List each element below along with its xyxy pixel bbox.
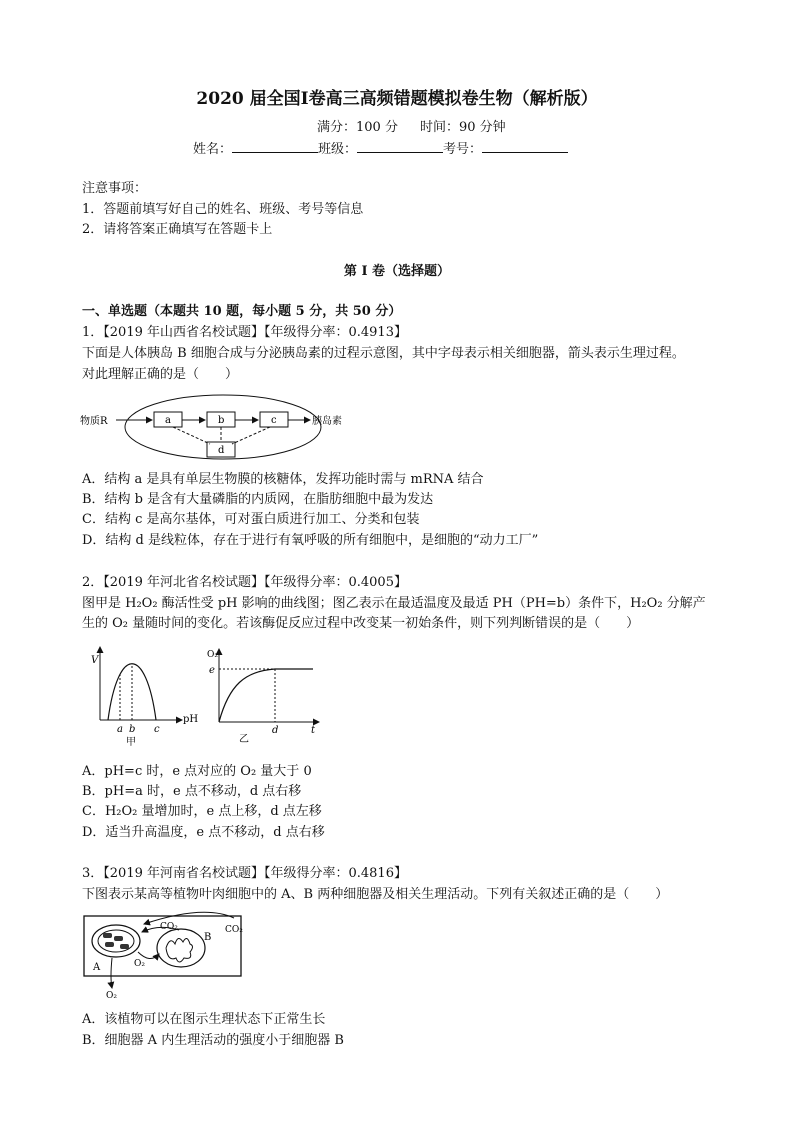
question-header: 2．【2019 年河北省名校试题】【年级得分率：0.4005】 bbox=[82, 575, 407, 590]
notice-heading: 注意事项： bbox=[82, 181, 148, 196]
e-mark: e bbox=[209, 665, 215, 676]
y-axis-label: V bbox=[91, 655, 99, 666]
o2-outer-label: O₂ bbox=[106, 991, 117, 1001]
option-b[interactable]: B．pH=a 时，e 点不移动，d 点右移 bbox=[82, 784, 302, 799]
notice-item: 2．请将答案正确填写在答题卡上 bbox=[82, 222, 273, 237]
student-info-line bbox=[193, 139, 568, 159]
question-stem: 下面是人体胰岛 B 细胞合成与分泌胰岛素的过程示意图，其中字母表示相关细胞器，箭头表示生理过程。 bbox=[82, 346, 685, 361]
score-text: 满分：100 分 bbox=[317, 120, 398, 135]
option-b[interactable]: B．结构 b 是含有大量磷脂的内质网，在脂肪细胞中最为发达 bbox=[82, 492, 434, 507]
x-axis-label: t bbox=[311, 725, 316, 736]
id-label: 考号： bbox=[443, 142, 483, 157]
o2-curve bbox=[219, 669, 313, 722]
organelle-c-label: c bbox=[271, 415, 277, 426]
y-axis-label: O₂ bbox=[207, 650, 218, 660]
tick-b: b bbox=[129, 724, 136, 735]
organelle-b-label: b bbox=[218, 415, 225, 426]
organelle-d-label: d bbox=[218, 445, 225, 456]
time-text: 时间：90 分钟 bbox=[420, 120, 506, 135]
class-label: 班级： bbox=[318, 142, 358, 157]
label-a: A bbox=[93, 962, 101, 973]
section-title: 第 I 卷（选择题） bbox=[343, 264, 451, 279]
notice-item: 1．答题前填写好自己的姓名、班级、考号等信息 bbox=[82, 202, 364, 217]
option-d[interactable]: D．结构 d 是线粒体，存在于进行有氧呼吸的所有细胞中，是细胞的“动力工厂” bbox=[82, 533, 539, 548]
ph-activity-graph bbox=[90, 645, 200, 748]
question-stem: 对此理解正确的是（ ） bbox=[82, 367, 239, 382]
question-header: 1．【2019 年山西省名校试题】【年级得分率：0.4913】 bbox=[82, 325, 407, 340]
question-stem: 下图表示某高等植物叶肉细胞中的 A、B 两种细胞器及相关生理活动。下列有关叙述正确的是（ ） bbox=[82, 887, 669, 902]
co2-inner-label: CO₂ bbox=[160, 922, 178, 932]
option-b[interactable]: B．细胞器 A 内生理活动的强度小于细胞器 B bbox=[82, 1033, 344, 1048]
figure-caption: 甲 bbox=[126, 737, 136, 748]
label-b: B bbox=[204, 932, 212, 943]
organelle-pathway-diagram bbox=[80, 390, 370, 465]
o2-inner-label: O₂ bbox=[134, 959, 145, 969]
question-stem: 图甲是 H₂O₂ 酶活性受 pH 影响的曲线图；图乙表示在最适温度及最适 PH（PH=b）条件下，H₂O₂ 分解产 bbox=[82, 596, 706, 611]
substance-r-label: 物质R bbox=[80, 416, 108, 427]
name-label: 姓名： bbox=[193, 142, 233, 157]
option-a[interactable]: A．pH=c 时，e 点对应的 O₂ 量大于 0 bbox=[82, 764, 312, 779]
insulin-label: 胰岛素 bbox=[312, 416, 342, 427]
id-blank bbox=[482, 139, 568, 153]
question-stem: 生的 O₂ 量随时间的变化。若该酶促反应过程中改变某一初始条件，则下列判断错误的是（ ） bbox=[82, 616, 640, 631]
o2-time-graph bbox=[205, 645, 330, 745]
figure-caption: 乙 bbox=[239, 734, 249, 745]
class-blank bbox=[357, 139, 443, 153]
organelle-a-label: a bbox=[165, 415, 171, 426]
part-title: 一、单选题（本题共 10 题，每小题 5 分，共 50 分） bbox=[82, 304, 402, 319]
page-title: 2020 届全国Ⅰ卷高三高频错题模拟卷生物（解析版） bbox=[196, 89, 598, 109]
name-blank bbox=[232, 139, 318, 153]
organelle-gas-exchange-diagram bbox=[84, 908, 259, 1003]
option-a[interactable]: A．该植物可以在图示生理状态下正常生长 bbox=[82, 1012, 326, 1027]
tick-a: a bbox=[117, 724, 123, 735]
x-axis-label: pH bbox=[183, 714, 199, 725]
option-d[interactable]: D．适当升高温度，e 点不移动，d 点右移 bbox=[82, 825, 325, 840]
option-a[interactable]: A．结构 a 是具有单层生物膜的核糖体，发挥功能时需与 mRNA 结合 bbox=[82, 472, 484, 487]
option-c[interactable]: C．结构 c 是高尔基体，可对蛋白质进行加工、分类和包装 bbox=[82, 512, 420, 527]
co2-outer-label: CO₂ bbox=[225, 925, 243, 935]
tick-c: c bbox=[154, 724, 160, 735]
d-mark: d bbox=[272, 725, 279, 736]
option-c[interactable]: C．H₂O₂ 量增加时，e 点上移，d 点左移 bbox=[82, 804, 322, 819]
question-header: 3．【2019 年河南省名校试题】【年级得分率：0.4816】 bbox=[82, 866, 407, 881]
